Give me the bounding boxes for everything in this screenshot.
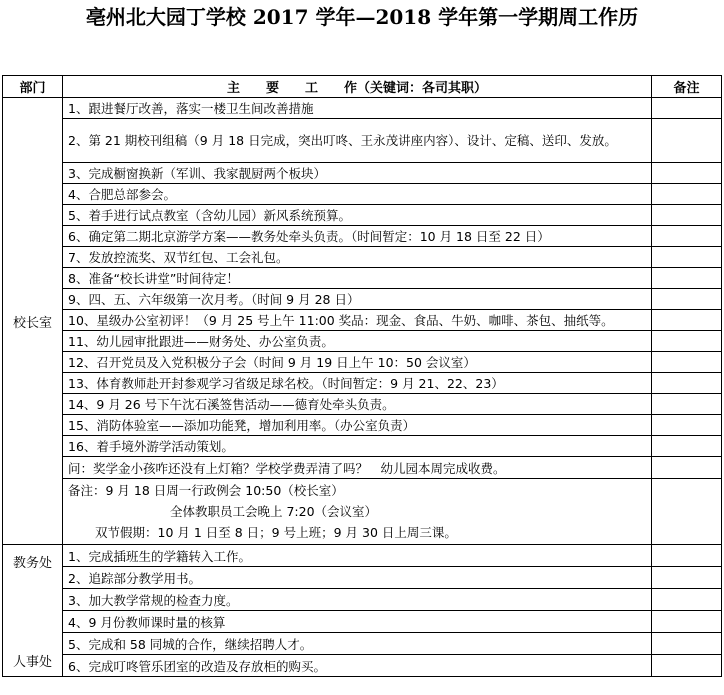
table-row [3,479,722,545]
table-row [3,184,722,205]
task-item: 1、完成插班生的学籍转入工作。 [63,545,652,567]
table-row [3,289,722,310]
remark-cell [652,545,722,567]
note-line: 双节假期：10 月 1 日至 8 日；9 号上班；9 月 30 日上周三课。 [95,525,457,540]
remark-cell [652,352,722,373]
page-title: 亳州北大园丁学校 2017 学年—2018 学年第一学期周工作历 [85,5,639,29]
remark-cell [652,611,722,633]
table-row [3,545,722,567]
remark-cell [652,310,722,331]
notes-block [63,479,652,545]
task-item: 5、完成和 58 同城的合作，继续招聘人才。 [63,633,652,655]
table-row [3,331,722,352]
remark-cell [652,289,722,310]
remark-cell [652,479,722,545]
task-item: 13、体育教师赴开封参观学习省级足球名校。（时间暂定：9 月 21、22、23） [63,373,652,394]
task-item: 7、发放控流奖、双节红包、工会礼包。 [63,247,652,268]
remark-cell [652,394,722,415]
task-item: 3、加大教学常规的检查力度。 [63,589,652,611]
note-line: 备注：9 月 18 日周一行政例会 10:50（校长室） [68,483,344,498]
remark-cell [652,226,722,247]
task-item: 11、幼儿园审批跟进——财务处、办公室负责。 [63,331,652,352]
remark-cell [652,373,722,394]
header-remark: 备注 [652,76,722,98]
remark-cell [652,633,722,655]
table-header-row [3,76,722,98]
remark-cell [652,415,722,436]
table-row [3,589,722,611]
task-item: 5、着手进行试点教室（含幼儿园）新风系统预算。 [63,205,652,226]
task-item: 2、追踪部分教学用书。 [63,567,652,589]
task-item: 8、准备“校长讲堂”时间待定！ [63,268,652,289]
task-item: 4、9 月份教师课时量的核算 [63,611,652,633]
remark-cell [652,331,722,352]
task-item: 16、着手境外游学活动策划。 [63,436,652,457]
task-item: 6、完成叮咚管乐团室的改造及存放柜的购买。 [63,655,652,677]
table-row [3,205,722,226]
table-row [3,457,722,479]
table-row [3,226,722,247]
remark-cell [652,655,722,677]
remark-cell [652,589,722,611]
dept-principal-office: 校长室 [3,98,63,545]
remark-cell [652,184,722,205]
task-item: 9、四、五、六年级第一次月考。（时间 9 月 28 日） [63,289,652,310]
table-row [3,611,722,633]
table-row [3,268,722,289]
dept-academic-office: 教务处 [12,555,52,571]
table-row [3,567,722,589]
task-item: 12、召开党员及入党积极分子会（时间 9 月 19 日上午 10：50 会议室） [63,352,652,373]
task-item: 15、消防体验室——添加功能凳，增加利用率。（办公室负责） [63,415,652,436]
table-row [3,436,722,457]
remark-cell [652,98,722,119]
dept-hr-office: 人事处 [12,654,52,670]
note-line: 全体教职员工会晚上 7:20（会议室） [170,504,378,519]
header-main-work: 主 要 工 作（关键词：各司其职） [63,76,652,98]
remark-cell [652,205,722,226]
table-row [3,119,722,163]
task-item: 4、合肥总部参会。 [63,184,652,205]
remark-cell [652,567,722,589]
header-dept: 部门 [3,76,63,98]
table-row [3,163,722,184]
table-row [3,655,722,677]
dept-academic-hr [3,545,63,677]
remark-cell [652,436,722,457]
table-row [3,247,722,268]
remark-cell [652,457,722,479]
table-row [3,352,722,373]
table-row [3,394,722,415]
table-row [3,373,722,394]
weekly-schedule-table [2,75,722,677]
question-line: 问：奖学金小孩咋还没有上灯箱？学校学费弄清了吗？ 幼儿园本周完成收费。 [63,457,652,479]
task-item: 2、第 21 期校刊组稿（9 月 18 日完成，突出叮咚、王永茂讲座内容）、设计、定稿、送印、发放。 [63,119,652,163]
task-item: 14、9 月 26 号下午沈石溪签售活动——德育处牵头负责。 [63,394,652,415]
table-row [3,98,722,119]
remark-cell [652,247,722,268]
table-row [3,310,722,331]
task-item: 1、跟进餐厅改善，落实一楼卫生间改善措施 [63,98,652,119]
remark-cell [652,163,722,184]
task-item: 3、完成橱窗换新（军训、我家靓厨两个板块） [63,163,652,184]
remark-cell [652,119,722,163]
table-row [3,633,722,655]
table-row [3,415,722,436]
remark-cell [652,268,722,289]
task-item: 10、星级办公室初评！（9 月 25 号上午 11:00 奖品：现金、食品、牛奶、咖啡、茶包、抽纸等。 [63,310,652,331]
task-item: 6、确定第二期北京游学方案——教务处牵头负责。（时间暂定：10 月 18 日至 22 日） [63,226,652,247]
